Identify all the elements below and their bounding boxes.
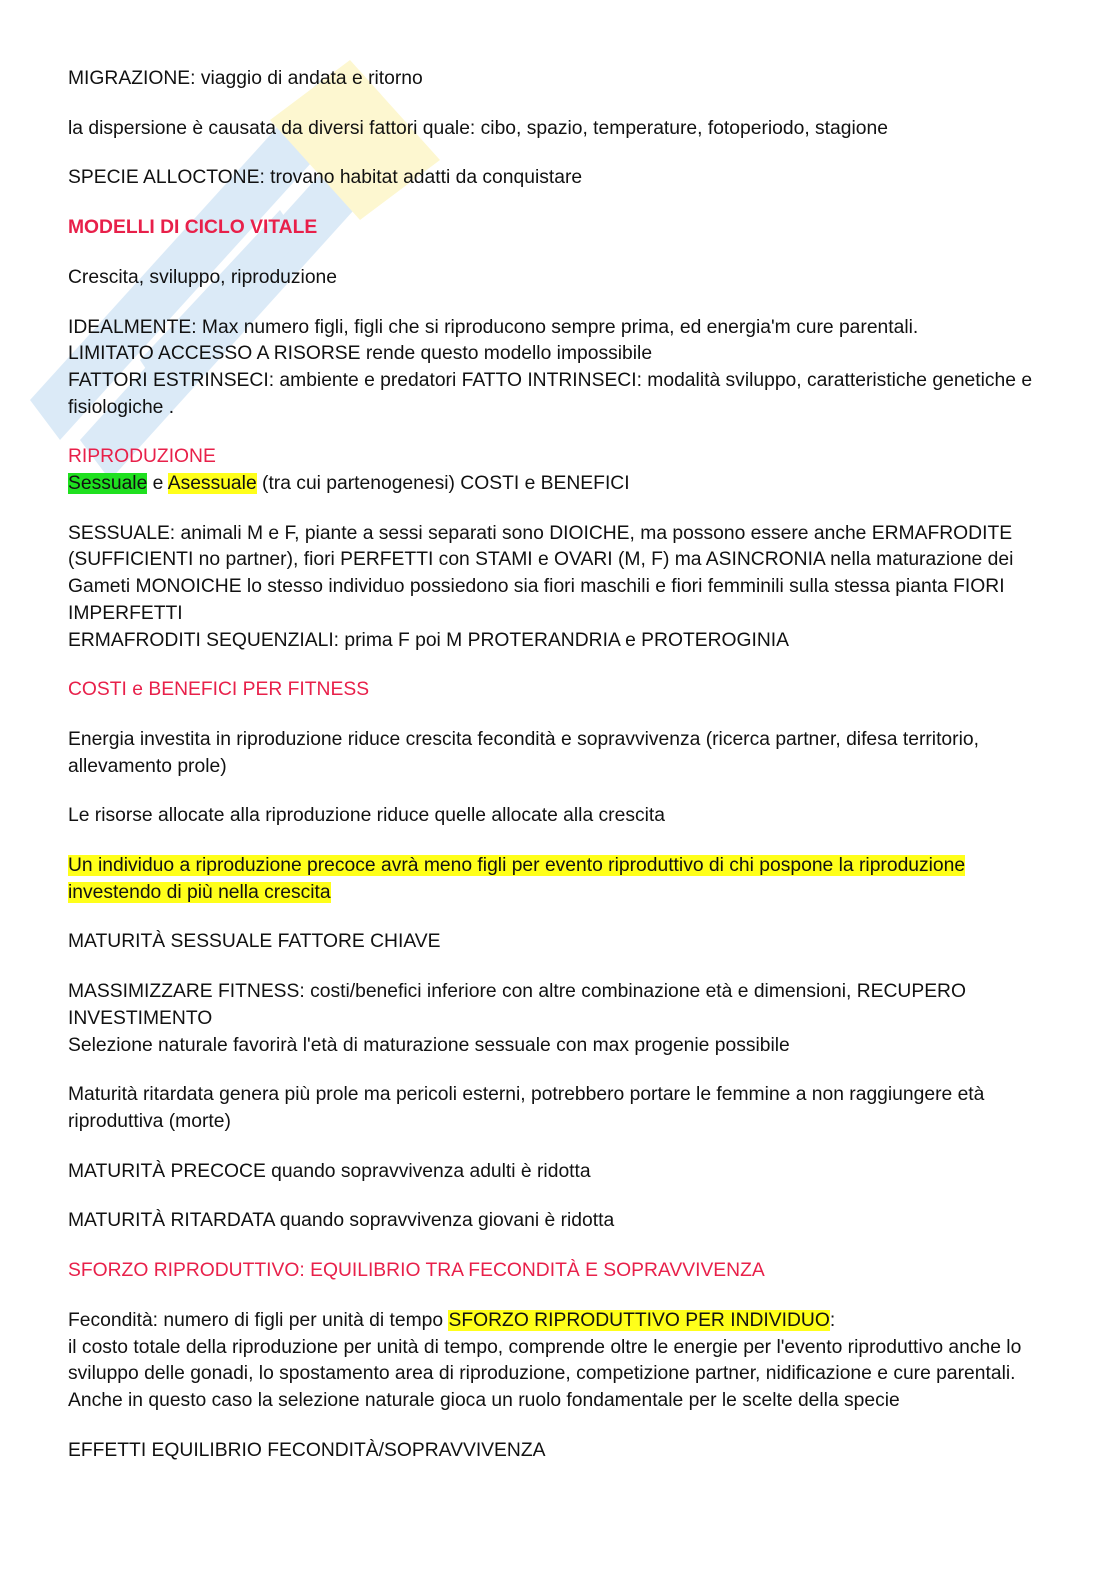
document-page (68, 66, 1053, 1487)
text: : (829, 1309, 836, 1331)
text-line: FATTORI ESTRINSECI: ambiente e predatori FATTO INTRINSECI: modalità sviluppo, caratteristiche genetiche e fisiologiche . (68, 369, 1033, 418)
paragraph: Maturità ritardata genera più prole ma pericoli esterni, potrebbero portare le femmine a non raggiungere età riproduttiva (morte) (68, 1084, 985, 1132)
highlighted-text: Un individuo a riproduzione precoce avrà meno figli per evento riproduttivo di chi pospone la riproduzione investendo di più nella crescita (68, 855, 966, 903)
paragraph: MATURITÀ SESSUALE FATTORE CHIAVE (68, 931, 441, 953)
paragraph: MATURITÀ RITARDATA quando sopravvivenza giovani è ridotta (68, 1210, 615, 1232)
text-line: Selezione naturale favorirà l'età di maturazione sessuale con max progenie possibile (68, 1034, 790, 1056)
text-line: SESSUALE: animali M e F, piante a sessi separati sono DIOICHE, ma possono essere anche ERMAFRODITE (SUFFICIENTI no partner), fiori PERFETTI con STAMI e OVARI (M, F) ma ASINCRONIA nella maturazione dei Gameti MONOICHE lo stesso individuo possiedono sia fiori maschili e fiori femminili sulla stessa pianta FIORI IMPERFETTI (68, 522, 1014, 624)
text-line: LIMITATO ACCESSO A RISORSE rende questo modello impossibile (68, 343, 653, 365)
heading-riproduzione: RIPRODUZIONE (68, 446, 216, 468)
heading-costi: COSTI e BENEFICI PER FITNESS (68, 679, 370, 701)
highlight-sessuale: Sessuale (68, 473, 148, 495)
paragraph: Le risorse allocate alla riproduzione riduce quelle allocate alla crescita (68, 805, 665, 827)
highlight-asessuale: Asessuale (167, 473, 257, 495)
heading-sforzo: SFORZO RIPRODUTTIVO: EQUILIBRIO TRA FECONDITÀ E SOPRAVVIVENZA (68, 1260, 765, 1282)
text-line: Anche in questo caso la selezione naturale gioca un ruolo fondamentale per le scelte della specie (68, 1389, 900, 1411)
paragraph (68, 521, 1053, 655)
paragraph: la dispersione è causata da diversi fattori quale: cibo, spazio, temperature, fotoperiodo, stagione (68, 117, 888, 139)
text-line: il costo totale della riproduzione per unità di tempo, comprende oltre le energie per l'evento riproduttivo anche lo sviluppo delle gonadi, lo spostamento area di riproduzione, competizione partner, nidificazione e cure parentali. (68, 1336, 1022, 1385)
paragraph: MATURITÀ PRECOCE quando sopravvivenza adulti è ridotta (68, 1160, 591, 1182)
heading-modelli: MODELLI DI CICLO VITALE (68, 217, 318, 239)
paragraph: Energia investita in riproduzione riduce crescita fecondità e sopravvivenza (ricerca partner, difesa territorio, allevamento prole) (68, 728, 979, 777)
paragraph (68, 444, 1053, 497)
paragraph (68, 1308, 1053, 1415)
text: e (147, 473, 168, 495)
highlighted-text: SFORZO RIPRODUTTIVO PER INDIVIDUO (448, 1309, 830, 1331)
paragraph: MIGRAZIONE: viaggio di andata e ritorno (68, 68, 423, 89)
text-line: MASSIMIZZARE FITNESS: costi/benefici inferiore con altre combinazione età e dimensioni, RECUPERO INVESTIMENTO (68, 981, 966, 1029)
paragraph (68, 853, 1053, 906)
paragraph: EFFETTI EQUILIBRIO FECONDITÀ/SOPRAVVIVENZA (68, 1439, 546, 1461)
text: Fecondità: numero di figli per unità di tempo (68, 1309, 449, 1331)
text: (tra cui partenogenesi) COSTI e BENEFICI (256, 473, 630, 495)
text-line: ERMAFRODITI SEQUENZIALI: prima F poi M PROTERANDRIA e PROTEROGINIA (68, 629, 790, 651)
paragraph: SPECIE ALLOCTONE: trovano habitat adatti da conquistare (68, 167, 583, 189)
paragraph (68, 315, 1053, 422)
paragraph: Crescita, sviluppo, riproduzione (68, 266, 337, 288)
paragraph (68, 979, 1053, 1059)
text-line: IDEALMENTE: Max numero figli, figli che si riproducono sempre prima, ed energia'm cure parentali. (68, 316, 919, 338)
